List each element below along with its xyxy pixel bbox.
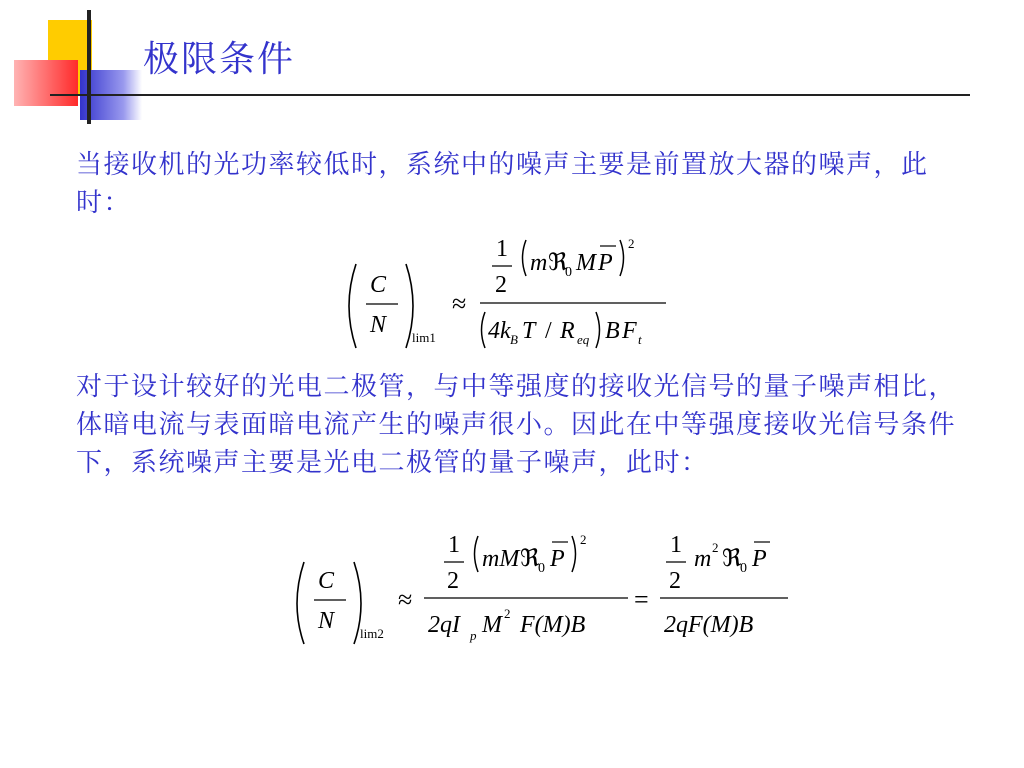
- lhs-denominator: N: [370, 312, 387, 338]
- symbol-P-2: P: [752, 546, 767, 572]
- equals-sign: =: [634, 585, 649, 614]
- lhs-denominator: N: [318, 608, 335, 634]
- symbol-T: T: [522, 318, 536, 344]
- square-exponent: 2: [628, 236, 635, 251]
- approx-sign: ≈: [452, 289, 467, 318]
- paragraph-low-power: 当接收机的光功率较低时，系统中的噪声主要是前置放大器的噪声，此时：: [76, 150, 929, 218]
- symbol-M: M: [576, 250, 596, 276]
- half-denominator: 2: [495, 272, 507, 298]
- denominator-tail: F(M)B: [520, 612, 586, 638]
- half-numerator: 1: [496, 236, 508, 262]
- M-superscript: 2: [504, 606, 511, 621]
- slash: /: [545, 318, 552, 344]
- symbol-m: m: [694, 546, 712, 572]
- symbol-responsivity: ℜ: [520, 546, 540, 572]
- symbol-P: P: [598, 250, 613, 276]
- k-subscript: B: [510, 332, 518, 347]
- lhs-numerator: C: [318, 568, 335, 594]
- vertical-rule: [87, 10, 91, 124]
- half-denominator: 2: [447, 568, 459, 594]
- symbol-M: M: [482, 612, 502, 638]
- symbol-responsivity: ℜ: [548, 250, 568, 276]
- symbol-mM: mM: [482, 546, 520, 572]
- responsivity-subscript: 0: [565, 265, 572, 280]
- four-k: 4k: [488, 318, 511, 344]
- equation-lim1: [340, 228, 680, 356]
- symbol-F: F: [622, 318, 637, 344]
- symbol-m: m: [530, 250, 548, 276]
- responsivity-subscript-2: 0: [740, 561, 747, 576]
- symbol-P: P: [550, 546, 565, 572]
- lhs-subscript: lim1: [412, 330, 436, 345]
- half-numerator-2: 1: [670, 532, 682, 558]
- m-superscript: 2: [712, 540, 719, 555]
- slide-title: 极限条件: [143, 39, 296, 80]
- square-exponent: 2: [580, 532, 587, 547]
- paragraph-quantum-noise: 对于设计较好的光电二极管，与中等强度的接收光信号的量子噪声相比，体暗电流与表面暗电流产生的噪声很小。因此在中等强度接收光信号条件下，系统噪声主要是光电二极管的量子噪声，此时：: [76, 372, 957, 478]
- t-subscript: t: [638, 332, 642, 347]
- red-square: [14, 60, 78, 106]
- symbol-responsivity-2: ℜ: [722, 546, 742, 572]
- denominator-2qFMB: 2qF(M)B: [664, 612, 754, 638]
- title-underline: [50, 94, 970, 96]
- symbol-R: R: [560, 318, 575, 344]
- half-numerator: 1: [448, 532, 460, 558]
- symbol-B: B: [605, 318, 620, 344]
- p-subscript: p: [470, 628, 477, 643]
- responsivity-subscript: 0: [538, 561, 545, 576]
- lhs-numerator: C: [370, 272, 387, 298]
- eq-subscript: eq: [577, 332, 590, 347]
- approx-sign: ≈: [398, 585, 413, 614]
- equation-lim2: [288, 528, 818, 648]
- half-denominator-2: 2: [669, 568, 681, 594]
- denominator-2qI: 2qI: [428, 612, 460, 638]
- lhs-subscript: lim2: [360, 626, 384, 641]
